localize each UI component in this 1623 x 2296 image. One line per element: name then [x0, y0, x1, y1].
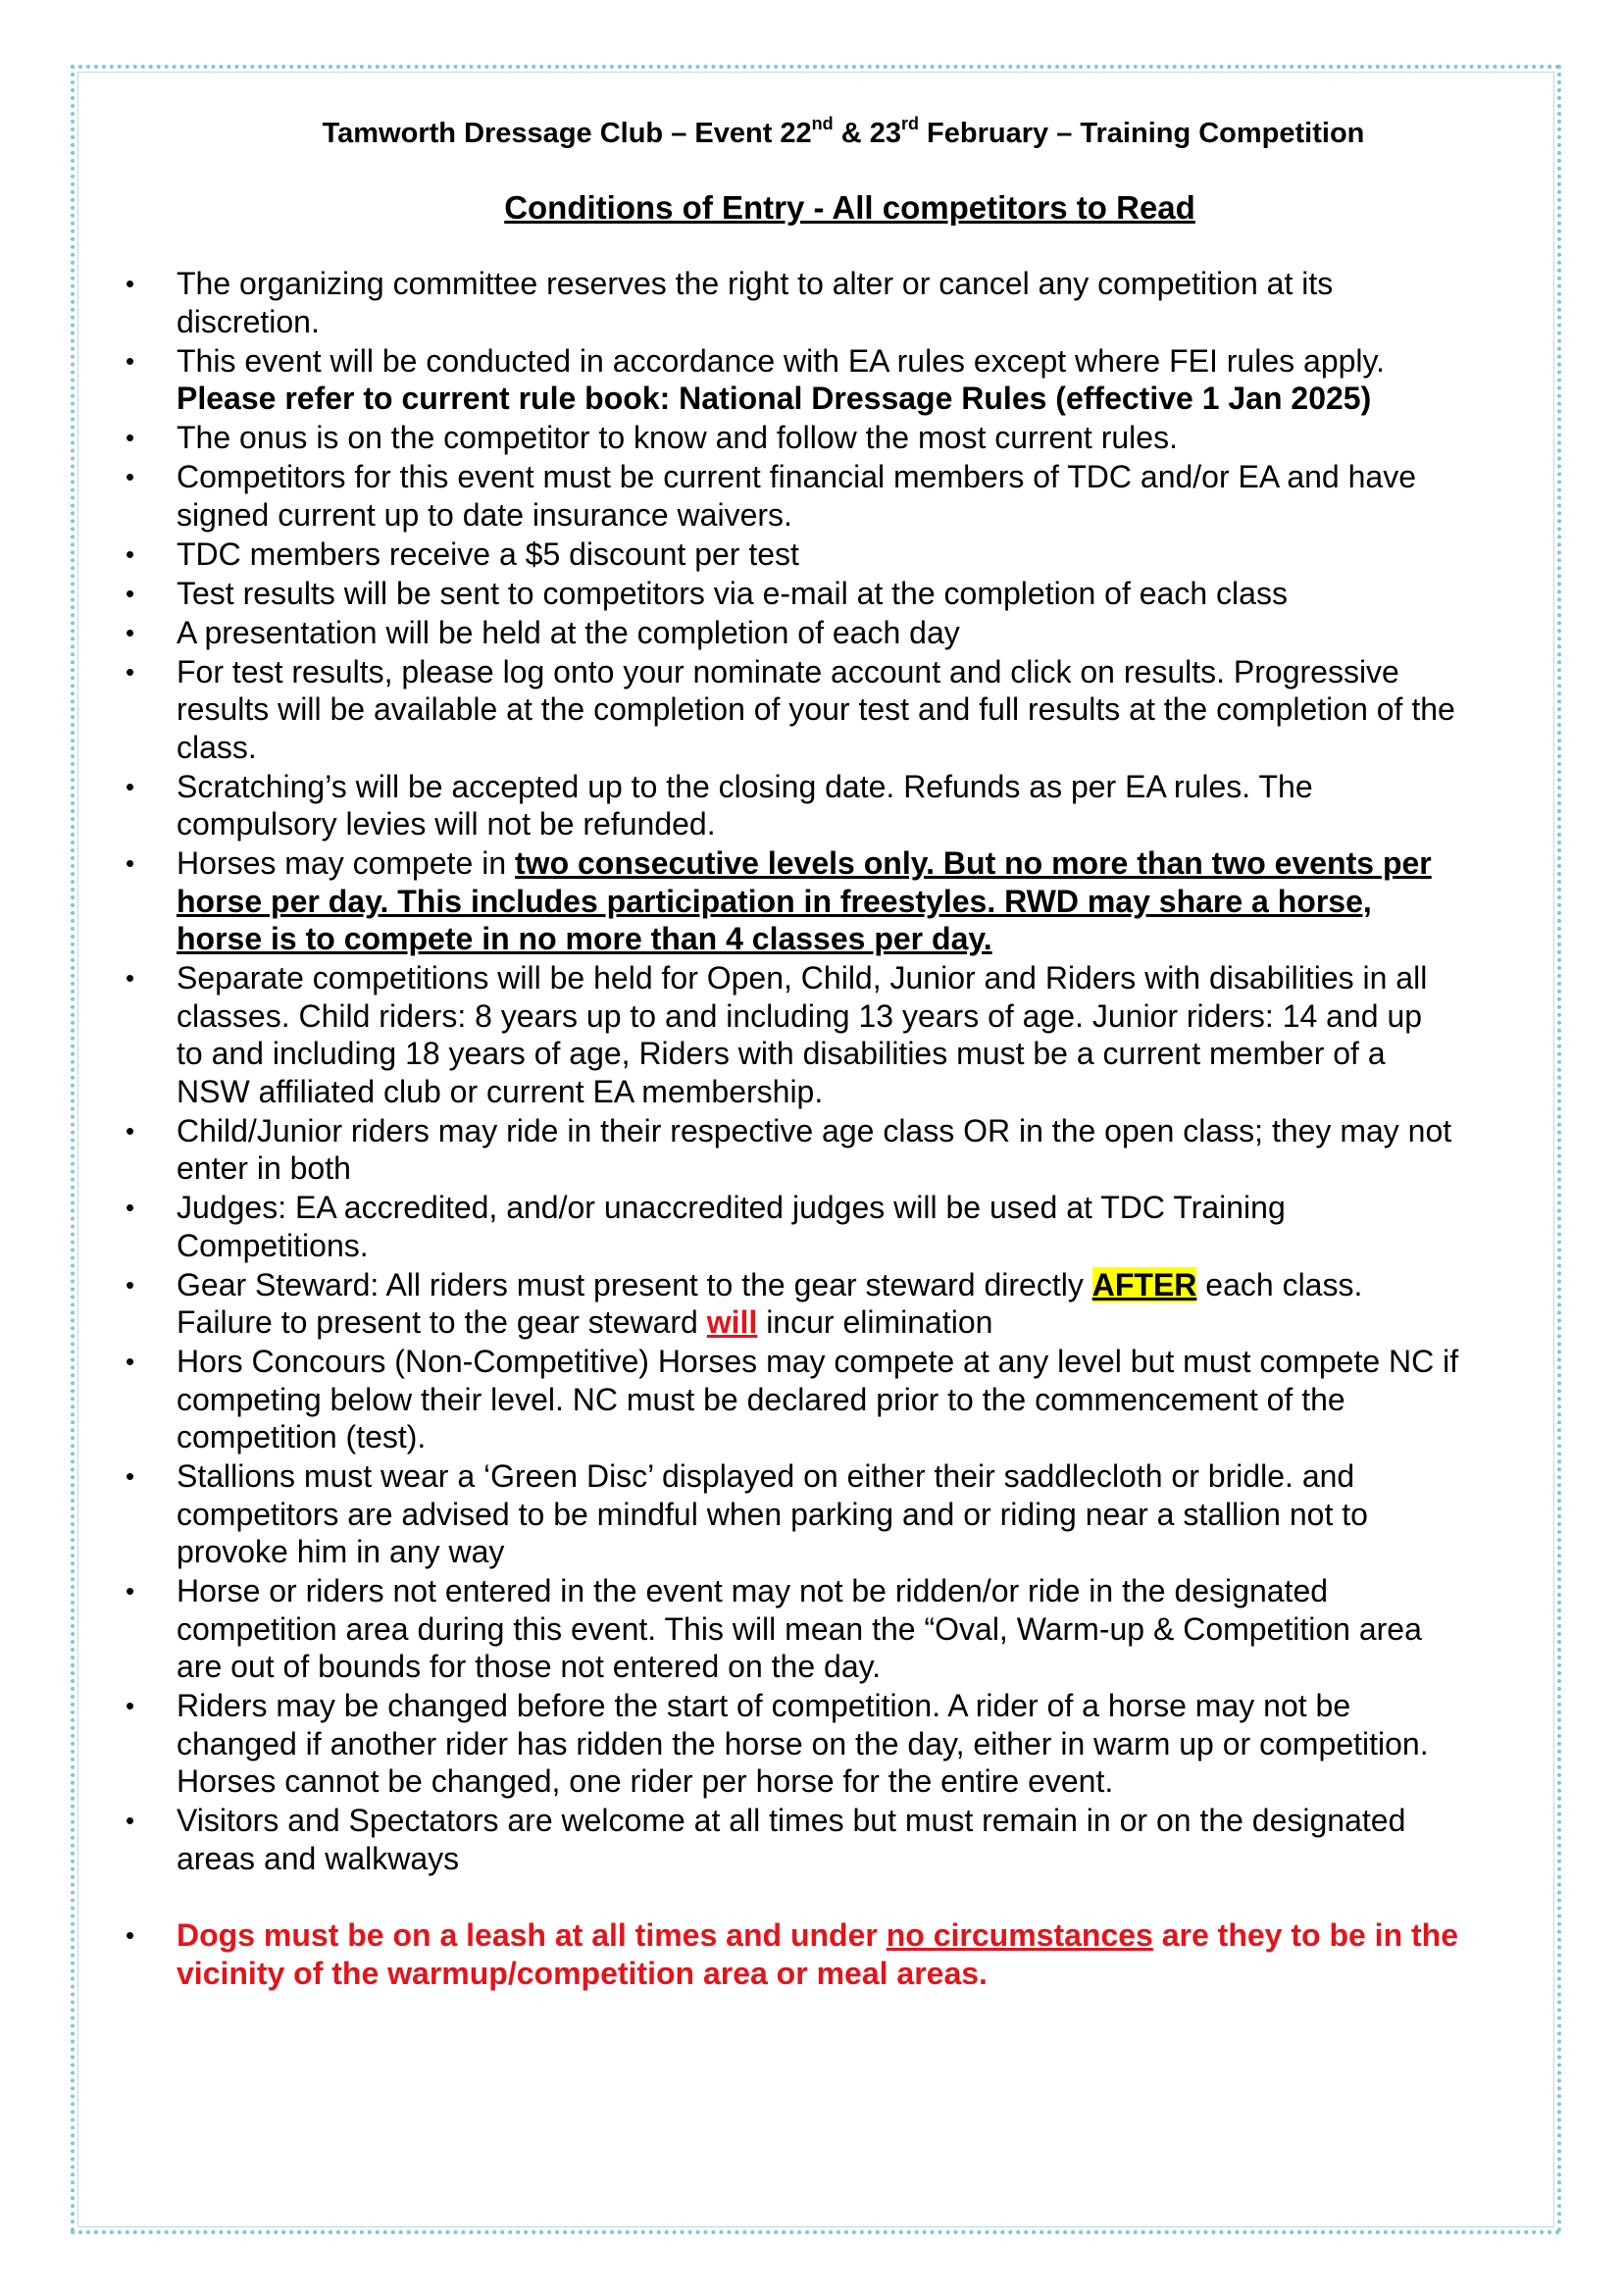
bullet-icon: • [126, 269, 135, 298]
condition-item: • This event will be conducted in accordance with EA rules except where FEI rules apply. Please refer to current rule book: National Dressage Rules (effective 1 Jan 2025) [0, 342, 1623, 418]
bullet-icon: • [126, 1920, 135, 1950]
bullet-icon: • [126, 656, 135, 687]
condition-item: • Test results will be sent to competitors via e-mail at the completion of each class [126, 575, 1288, 611]
bullet-icon: • [126, 462, 135, 491]
document-subtitle: Conditions of Entry - All competitors to Read [504, 189, 1195, 226]
level-limit-emphasis: two consecutive levels only. But no more than two events per [515, 845, 1432, 881]
condition-item: • Child/Junior riders may ride in their respective age class OR in the open class; they may not enter in both [126, 1112, 1452, 1186]
document-title: Tamworth Dressage Club – Event 22nd & 23rd February – Training Competition [322, 114, 1365, 149]
condition-item: • Separate competitions will be held for Open, Child, Junior and Riders with disabilities in all classes. Child riders: 8 years up to and including 13 years of age. Junior riders: 14 and up to and including 18 years of age, Riders with disabilities must be a current member of a NSW affiliated club or current EA membership. [126, 960, 1428, 1109]
bullet-icon: • [126, 617, 135, 647]
level-limit-emphasis: horse is to compete in no more than 4 classes per day. [177, 921, 992, 956]
condition-item: • Visitors and Spectators are welcome at all times but must remain in or on the designated areas and walkways [126, 1803, 1406, 1876]
condition-item: • Riders may be changed before the start of competition. A rider of a horse may not be changed if another rider has ridden the horse on the day, either in warm up or competition. Horses cannot be changed, one rider per horse for the entire event. [126, 1688, 1429, 1799]
condition-item: • TDC members receive a $5 discount per test [126, 536, 799, 572]
bullet-icon: • [126, 578, 135, 608]
condition-item: • A presentation will be held at the completion of each day [126, 614, 960, 650]
level-limit-emphasis: horse per day. This includes participation in freestyles. RWD may share a horse, [177, 883, 1372, 919]
condition-item: • Judges: EA accredited, and/or unaccredited judges will be used at TDC Training Competitions. [126, 1190, 1286, 1263]
bullet-icon: • [126, 1115, 135, 1146]
bullet-icon: • [126, 1193, 135, 1222]
condition-item: • Hors Concours (Non-Competitive) Horses may compete at any level but must compete NC if competing below their level. NC must be declared prior to the commencement of the competition (test). [126, 1344, 1459, 1454]
bullet-icon: • [126, 1691, 135, 1720]
bullet-icon: • [126, 1269, 135, 1300]
bullet-icon: • [126, 345, 135, 376]
bullet-icon: • [126, 1461, 135, 1491]
conditions-list [0, 265, 1623, 1994]
bullet-icon: • [126, 771, 135, 801]
bullet-icon: • [126, 963, 135, 993]
condition-item: • Scratching’s will be accepted up to the closing date. Refunds as per EA rules. The compulsory levies will not be refunded. [126, 768, 1313, 842]
bullet-icon: • [126, 538, 135, 569]
rule-book-reference: Please refer to current rule book: National Dressage Rules (effective 1 Jan 2025) [177, 381, 1372, 416]
condition-item: • The organizing committee reserves the right to alter or cancel any competition at its discretion. [126, 266, 1334, 339]
bullet-icon: • [126, 848, 135, 878]
condition-item: • For test results, please log onto your nominate account and click on results. Progressive results will be available at the completion of your test and full results at the completion of the class. [126, 653, 1455, 765]
condition-item: • Horses may compete in two consecutive levels only. But no more than two events per horse per day. This includes participation in freestyles. RWD may share a horse, horse is to compete in no more than 4 classes per day. [0, 844, 1623, 958]
condition-item: • Horse or riders not entered in the event may not be ridden/or ride in the designated competition area during this event. This will mean the “Oval, Warm-up & Competition area are out of bounds for those not entered on the day. [126, 1573, 1422, 1684]
dog-warning-item: • Dogs must be on a leash at all times and under no circumstances are they to be in the vicinity of the warmup/competition area or meal areas. [126, 1917, 1458, 1991]
will-emphasis: will [706, 1304, 758, 1340]
bullet-icon: • [126, 1347, 135, 1376]
bullet-icon: • [126, 1806, 135, 1835]
condition-item: • Competitors for this event must be current financial members of TDC and/or EA and have signed current up to date insurance waivers. [126, 459, 1416, 533]
bullet-icon: • [126, 1576, 135, 1606]
condition-item: • The onus is on the competitor to know and follow the most current rules. [126, 420, 1178, 455]
no-circumstances-emphasis: no circumstances [886, 1917, 1153, 1953]
condition-item: • Stallions must wear a ‘Green Disc’ displayed on either their saddlecloth or bridle. and competitors are advised to be mindful when parking and or riding near a stallion not to provoke him in any way [126, 1458, 1368, 1569]
condition-item: • Gear Steward: All riders must present to the gear steward directly AFTER each class. Failure to present to the gear steward will incur elimination [126, 1266, 1363, 1340]
bullet-icon: • [126, 423, 135, 452]
after-highlight: AFTER [1091, 1266, 1197, 1302]
